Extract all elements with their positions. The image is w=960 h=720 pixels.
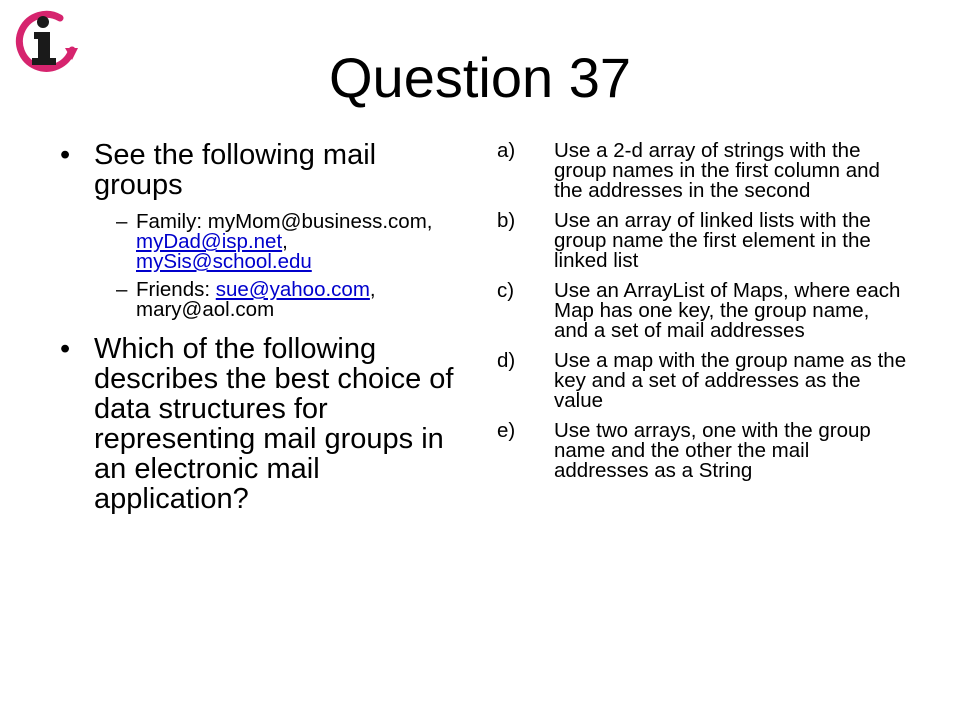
bullet-dot: • — [60, 333, 71, 365]
bullet-question — [60, 334, 465, 514]
bullet-dot: • — [60, 139, 71, 171]
option-a[interactable] — [497, 141, 907, 201]
bullet-text: Which of the following describes the best choice of data structures for representing mail groups in an electronic mail application? — [94, 333, 454, 515]
option-letter: d) — [497, 349, 516, 372]
option-text: Use an array of linked lists with the group name the first element in the linked list — [554, 209, 871, 272]
option-letter: c) — [497, 279, 515, 302]
email-link-mysis[interactable]: mySis@school.edu — [136, 250, 312, 273]
bullet-text: See the following mail groups — [94, 139, 377, 201]
friends-label: Friends: — [136, 278, 211, 301]
separator-comma: , — [282, 230, 288, 253]
email-link-sue[interactable]: sue@yahoo.com — [215, 278, 370, 301]
email-link-mydad[interactable]: myDad@isp.net — [136, 230, 283, 253]
option-letter: b) — [497, 209, 516, 232]
friends-rest: , mary@aol.com — [136, 278, 376, 321]
option-letter: e) — [497, 419, 516, 442]
bullet-mail-groups — [60, 140, 465, 200]
option-text: Use a 2-d array of strings with the group names in the first column and the addresses in the second — [554, 139, 880, 202]
dash-marker: – — [116, 210, 128, 233]
option-b[interactable] — [497, 211, 907, 271]
option-text: Use two arrays, one with the group name and the other the mail addresses as a String — [554, 419, 871, 482]
dash-marker: – — [116, 278, 128, 301]
option-letter: a) — [497, 139, 516, 162]
option-c[interactable] — [497, 281, 907, 341]
question-column — [60, 140, 465, 514]
slide-title: Question 37 — [329, 46, 631, 109]
answer-options — [497, 141, 907, 491]
option-text: Use a map with the group name as the key and a set of addresses as the value — [554, 349, 907, 412]
option-text: Use an ArrayList of Maps, where each Map has one key, the group name, and a set of mail addresses — [554, 279, 901, 342]
option-d[interactable] — [497, 351, 907, 411]
family-label: Family: myMom@business.com, — [136, 210, 433, 233]
sub-item-family — [60, 212, 465, 272]
sub-item-friends — [60, 280, 465, 320]
option-e[interactable] — [497, 421, 907, 481]
